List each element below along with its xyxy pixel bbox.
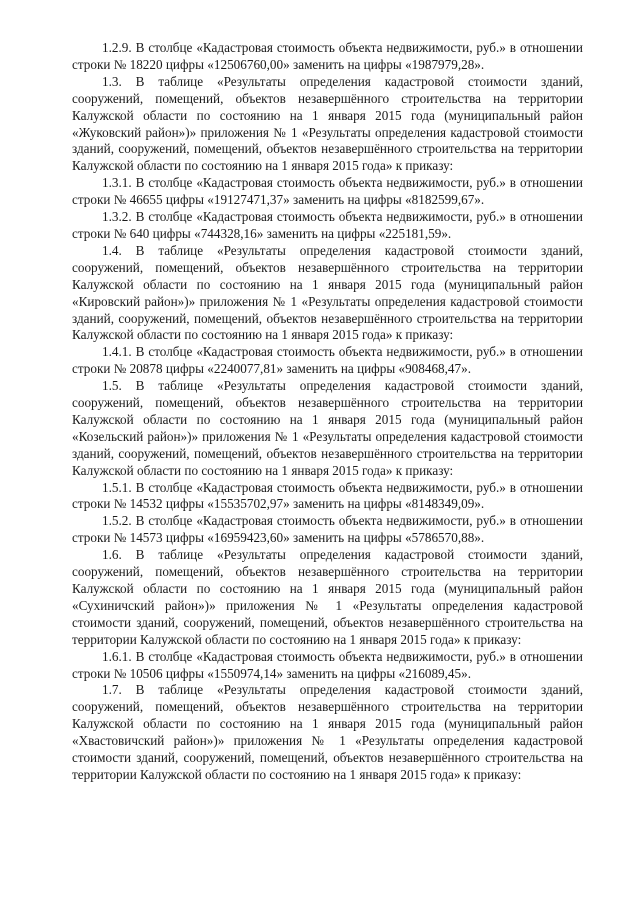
paragraph-1-4-1: 1.4.1. В столбце «Кадастровая стоимость объекта недвижимости, руб.» в отношении строки № 20878 цифры «2240077,81» заменить на цифры «908468,47». — [72, 344, 583, 377]
paragraph-1-5-1: 1.5.1. В столбце «Кадастровая стоимость объекта недвижимости, руб.» в отношении строки № 14532 цифры «15535702,97» заменить на цифры «8148349,09». — [72, 479, 583, 512]
paragraph-1-3-1: 1.3.1. В столбце «Кадастровая стоимость объекта недвижимости, руб.» в отношении строки № 46655 цифры «19127471,37» заменить на цифры «8182599,67». — [72, 175, 583, 208]
paragraph-1-4: 1.4. В таблице «Результаты определения кадастровой стоимости зданий, сооружений, помещений, объектов незавершённого строительства на территории Калужской области по состоянию на 1 января 2015 года (муниципальный район «Кировский район»)» приложения № 1 «Результаты определения кадастровой стоимости зданий, сооружений, помещений, объектов незавершённого строительства на территории Калужской области по состоянию на 1 января 2015 года» к приказу: — [72, 242, 583, 343]
paragraph-1-3: 1.3. В таблице «Результаты определения кадастровой стоимости зданий, сооружений, помещений, объектов незавершённого строительства на территории Калужской области по состоянию на 1 января 2015 года (муниципальный район «Жуковский район»)» приложения № 1 «Результаты определения кадастровой стоимости зданий, сооружений, помещений, объектов незавершённого строительства на территории Калужской области по состоянию на 1 января 2015 года» к приказу: — [72, 73, 583, 174]
paragraph-1-6-1: 1.6.1. В столбце «Кадастровая стоимость объекта недвижимости, руб.» в отношении строки № 10506 цифры «1550974,14» заменить на цифры «216089,45». — [72, 648, 583, 681]
paragraph-1-3-2: 1.3.2. В столбце «Кадастровая стоимость объекта недвижимости, руб.» в отношении строки № 640 цифры «744328,16» заменить на цифры «225181,59». — [72, 209, 583, 241]
paragraph-1-5-2: 1.5.2. В столбце «Кадастровая стоимость объекта недвижимости, руб.» в отношении строки № 14573 цифры «16959423,60» заменить на цифры «5786570,88». — [72, 513, 583, 546]
paragraph-1-6: 1.6. В таблице «Результаты определения кадастровой стоимости зданий, сооружений, помещений, объектов незавершённого строительства на территории Калужской области по состоянию на 1 января 2015 года (муниципальный район «Сухиничский район»)» приложения № 1 «Результаты определения кадастровой стоимости зданий, сооружений, помещений, объектов незавершённого строительства на территории Калужской области по состоянию на 1 января 2015 года» к приказу: — [72, 547, 583, 647]
paragraph-1-2-9: 1.2.9. В столбце «Кадастровая стоимость объекта недвижимости, руб.» в отношении строки № 18220 цифры «12506760,00» заменить на цифры «1987979,28». — [72, 40, 583, 72]
paragraph-1-7: 1.7. В таблице «Результаты определения кадастровой стоимости зданий, сооружений, помещений, объектов незавершённого строительства на территории Калужской области по состоянию на 1 января 2015 года (муниципальный район «Хвастовичский район»)» приложения № 1 «Результаты определения кадастровой стоимости зданий, сооружений, помещений, объектов незавершённого строительства на территории Калужской области по состоянию на 1 января 2015 года» к приказу: — [72, 682, 583, 782]
paragraph-1-5: 1.5. В таблице «Результаты определения кадастровой стоимости зданий, сооружений, помещений, объектов незавершённого строительства на территории Калужской области по состоянию на 1 января 2015 года (муниципальный район «Козельский район»)» приложения № 1 «Результаты определения кадастровой стоимости зданий, сооружений, помещений, объектов незавершённого строительства на территории Калужской области по состоянию на 1 января 2015 года» к приказу: — [72, 378, 583, 478]
